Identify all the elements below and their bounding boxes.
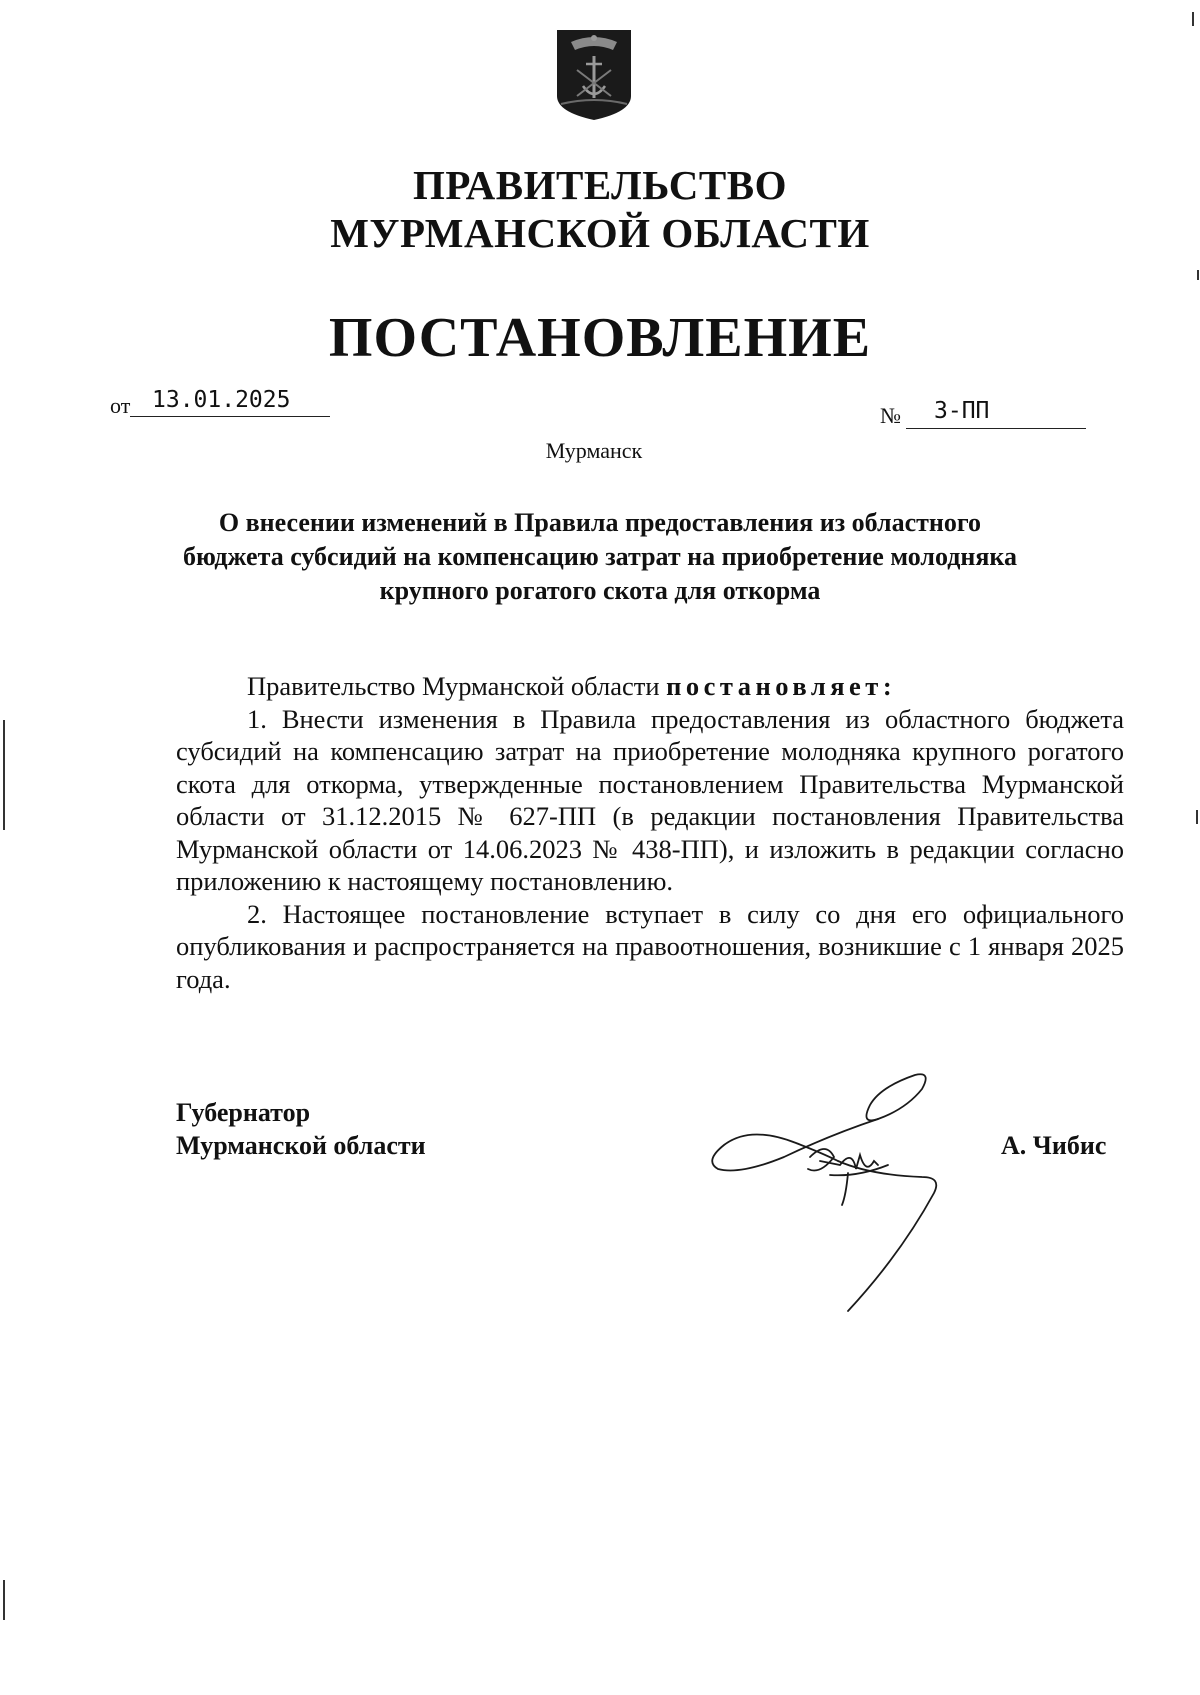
document-type-title: ПОСТАНОВЛЕНИЕ: [328, 307, 872, 369]
subject-line: крупного рогатого скота для откорма: [379, 576, 821, 605]
preamble-text: Правительство Мурманской области: [247, 671, 667, 701]
signer-position-line2: Мурманской области: [176, 1131, 426, 1160]
city-name: Мурманск: [545, 438, 643, 463]
subject-line: О внесении изменений в Правила предоставления из областного: [218, 508, 982, 537]
body-item-1: 1. Внести изменения в Правила предоставления из областного бюджета субсидий на компенсацию затрат на приобретение молодняка крупного рогатого скота для откорма, утвержденные постановлением Правительства Мурманской области от 31.12.2015 № 627-ПП (в редакции постановления Правительства Мурманской области от 14.06.2023 № 438-ПП), и изложить в редакции согласно приложению к настоящему постановлению.: [176, 703, 1124, 896]
coat-of-arms-icon: [553, 26, 635, 122]
preamble-verb: постановляет:: [666, 671, 897, 701]
scan-edge-mark: [1192, 12, 1194, 26]
preamble: [176, 670, 1124, 703]
document-body: [176, 670, 1124, 995]
scan-edge-mark: [3, 720, 5, 830]
number-prefix: №: [880, 403, 901, 428]
scan-edge-mark: [1196, 810, 1198, 824]
scan-edge-mark: [3, 1580, 5, 1620]
scan-edge-mark: [1197, 270, 1199, 280]
document-date: 13.01.2025: [130, 383, 330, 417]
body-item-2: 2. Настоящее постановление вступает в силу со дня его официального опубликования и распространяется на правоотношения, возникшие с 1 января 2025 года.: [176, 898, 1124, 994]
document-subject: [140, 506, 1060, 608]
signer-position: [176, 1096, 426, 1162]
document-number: 3-ПП: [906, 393, 1086, 429]
signer-name: А. Чибис: [1001, 1131, 1107, 1160]
signer-position-line1: Губернатор: [176, 1098, 311, 1127]
org-name-line1: ПРАВИТЕЛЬСТВО: [412, 162, 788, 208]
handwritten-signature-icon: [710, 1065, 970, 1315]
org-name-line2: МУРМАНСКОЙ ОБЛАСТИ: [330, 210, 870, 256]
date-prefix: от: [110, 393, 131, 418]
subject-line: бюджета субсидий на компенсацию затрат на приобретение молодняка: [183, 542, 1017, 571]
